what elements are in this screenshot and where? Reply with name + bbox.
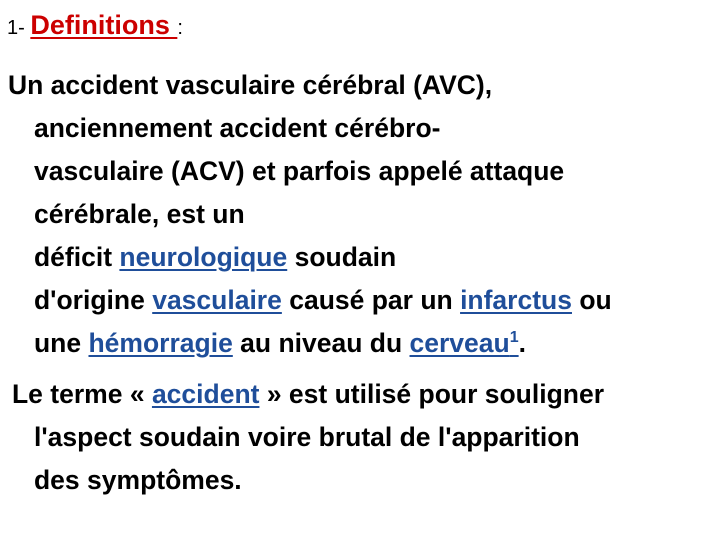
text-fragment: ou <box>571 285 612 315</box>
text-fragment: d'origine <box>34 285 153 315</box>
paragraph-line <box>8 236 612 279</box>
section-colon: : <box>177 17 183 39</box>
text-fragment: . <box>518 328 526 358</box>
term-paragraph <box>12 373 604 502</box>
text-fragment: déficit <box>34 242 120 272</box>
paragraph-line: anciennement accident cérébro- <box>34 113 441 143</box>
section-heading <box>7 10 183 41</box>
section-title: Definitions <box>30 10 178 40</box>
paragraph-line: des symptômes. <box>34 465 242 495</box>
paragraph-line <box>8 279 612 322</box>
link-cerveau[interactable] <box>410 328 519 358</box>
paragraph-line: Un accident vasculaire cérébral (AVC), <box>8 70 493 100</box>
link-vasculaire[interactable]: vasculaire <box>152 285 282 315</box>
link-hemorragie[interactable]: hémorragie <box>88 328 233 358</box>
text-fragment: au niveau du <box>232 328 410 358</box>
section-number: 1- <box>7 17 31 39</box>
paragraph-line: l'aspect soudain voire brutal de l'apparition <box>34 422 580 452</box>
text-fragment: une <box>34 328 89 358</box>
text-fragment: Le terme « <box>12 379 152 409</box>
text-fragment: soudain <box>287 242 397 272</box>
link-text: cerveau <box>409 328 510 358</box>
paragraph-line: vasculaire (ACV) et parfois appelé attaque <box>34 156 565 186</box>
footnote-ref: 1 <box>509 329 519 346</box>
paragraph-line <box>8 322 612 365</box>
text-fragment: » est utilisé pour souligner <box>259 379 605 409</box>
link-accident[interactable]: accident <box>151 379 260 409</box>
paragraph-line: cérébrale, est un <box>34 199 245 229</box>
text-fragment: causé par un <box>281 285 461 315</box>
link-infarctus[interactable]: infarctus <box>460 285 572 315</box>
definition-paragraph <box>8 64 612 365</box>
paragraph-line <box>12 373 604 416</box>
link-neurologique[interactable]: neurologique <box>119 242 288 272</box>
